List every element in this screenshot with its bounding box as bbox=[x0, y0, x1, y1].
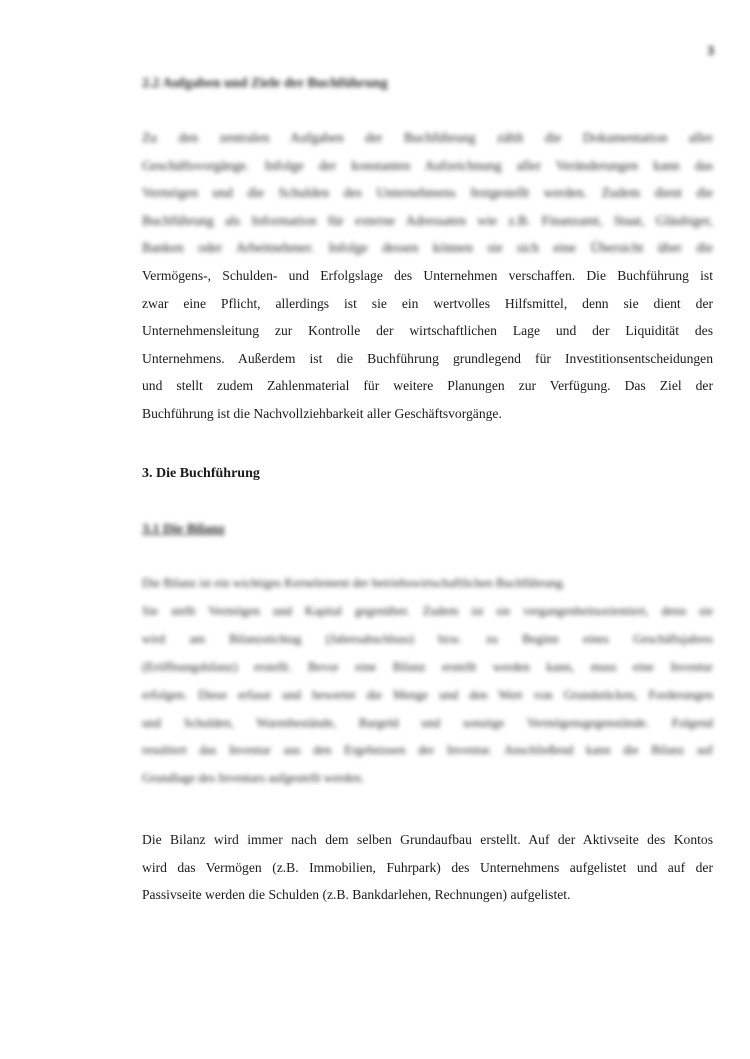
blurred-text-block bbox=[142, 570, 713, 793]
paragraph-bilanz-blurred bbox=[142, 570, 713, 793]
text-line: Geschäftsvorgänge. Infolge der konstanten Aufzeichnung aller Veränderungen kann das bbox=[142, 157, 713, 173]
text-line: (Eröffnungsbilanz) erstellt. Bevor eine Bilanz erstellt werden kann, muss eine Inventur bbox=[142, 659, 713, 674]
blurred-text-block bbox=[142, 124, 713, 262]
text-line: zwar eine Pflicht, allerdings ist sie ein wertvolles Hilfsmittel, denn sie dient der bbox=[142, 295, 713, 311]
text-line: Grundlage des Inventars aufgestellt werden. bbox=[142, 771, 365, 786]
text-line: Unternehmens. Außerdem ist die Buchführung grundlegend für Investitionsentscheidungen bbox=[142, 350, 713, 366]
text-line: erfolgen. Diese erfasst und bewertet die Menge und den Wert von Grundstücken, Forderungen bbox=[142, 687, 713, 702]
text-line: Buchführung als Information für externe Adressaten wie z.B. Finanzamt, Staat, Gläubiger, bbox=[142, 212, 713, 228]
text-line: Die Bilanz ist ein wichtiges Kernelement der betriebswirtschaftlichen Buchführung. bbox=[142, 576, 566, 590]
page-number: 3 bbox=[707, 44, 714, 59]
text-line: Vermögens-, Schulden- und Erfolgslage des Unternehmen verschaffen. Die Buchführung ist bbox=[142, 267, 713, 283]
text-line: Die Bilanz wird immer nach dem selben Grundaufbau erstellt. Auf der Aktivseite des Kontos bbox=[142, 832, 713, 847]
section-heading-3: 3. Die Buchführung bbox=[142, 466, 260, 481]
text-line: Buchführung ist die Nachvollziehbarkeit aller Geschäftsvorgänge. bbox=[142, 405, 502, 421]
text-line: Zu den zentralen Aufgaben der Buchführung zählt die Dokumentation aller bbox=[142, 130, 713, 145]
text-line: wird am Bilanzstichtag (Jahresabschluss) bzw. zu Beginn eines Geschäftsjahres bbox=[142, 631, 713, 646]
text-line: Banken oder Arbeitnehmer. Infolge dessen können sie sich eine Übersicht über die bbox=[142, 240, 713, 256]
text-line: und stellt zudem Zahlenmaterial für weitere Planungen zur Verfügung. Das Ziel der bbox=[142, 378, 713, 394]
text-line: und Schulden, Warenbestände, Bargeld und sonstige Vermögensgegenstände. Folgend bbox=[142, 715, 713, 730]
text-line: Passivseite werden die Schulden (z.B. Bankdarlehen, Rechnungen) aufgelistet. bbox=[142, 887, 571, 903]
section-heading-2-2: 2.2 Aufgaben und Ziele der Buchführung bbox=[142, 76, 388, 91]
paragraph-bilanz-aufbau bbox=[142, 826, 713, 909]
text-line: Unternehmensleitung zur Kontrolle der wirtschaftlichen Lage und der Liquidität des bbox=[142, 323, 713, 339]
text-line: resultiert das Inventar aus den Ergebnissen der Inventur. Anschließend kann die Bilanz auf bbox=[142, 743, 713, 758]
section-heading-3-1: 3.1 Die Bilanz bbox=[142, 522, 225, 537]
text-line: Vermögen und die Schulden des Unternehmens festgestellt werden. Zudem dient die bbox=[142, 185, 713, 201]
text-line: Sie stellt Vermögen und Kapital gegenüber. Zudem ist sie vergangenheitsorientiert, denn sie bbox=[142, 603, 713, 618]
text-line: wird das Vermögen (z.B. Immobilien, Fuhrpark) des Unternehmens aufgelistet und auf der bbox=[142, 859, 713, 875]
paragraph-aufgaben bbox=[142, 124, 713, 428]
